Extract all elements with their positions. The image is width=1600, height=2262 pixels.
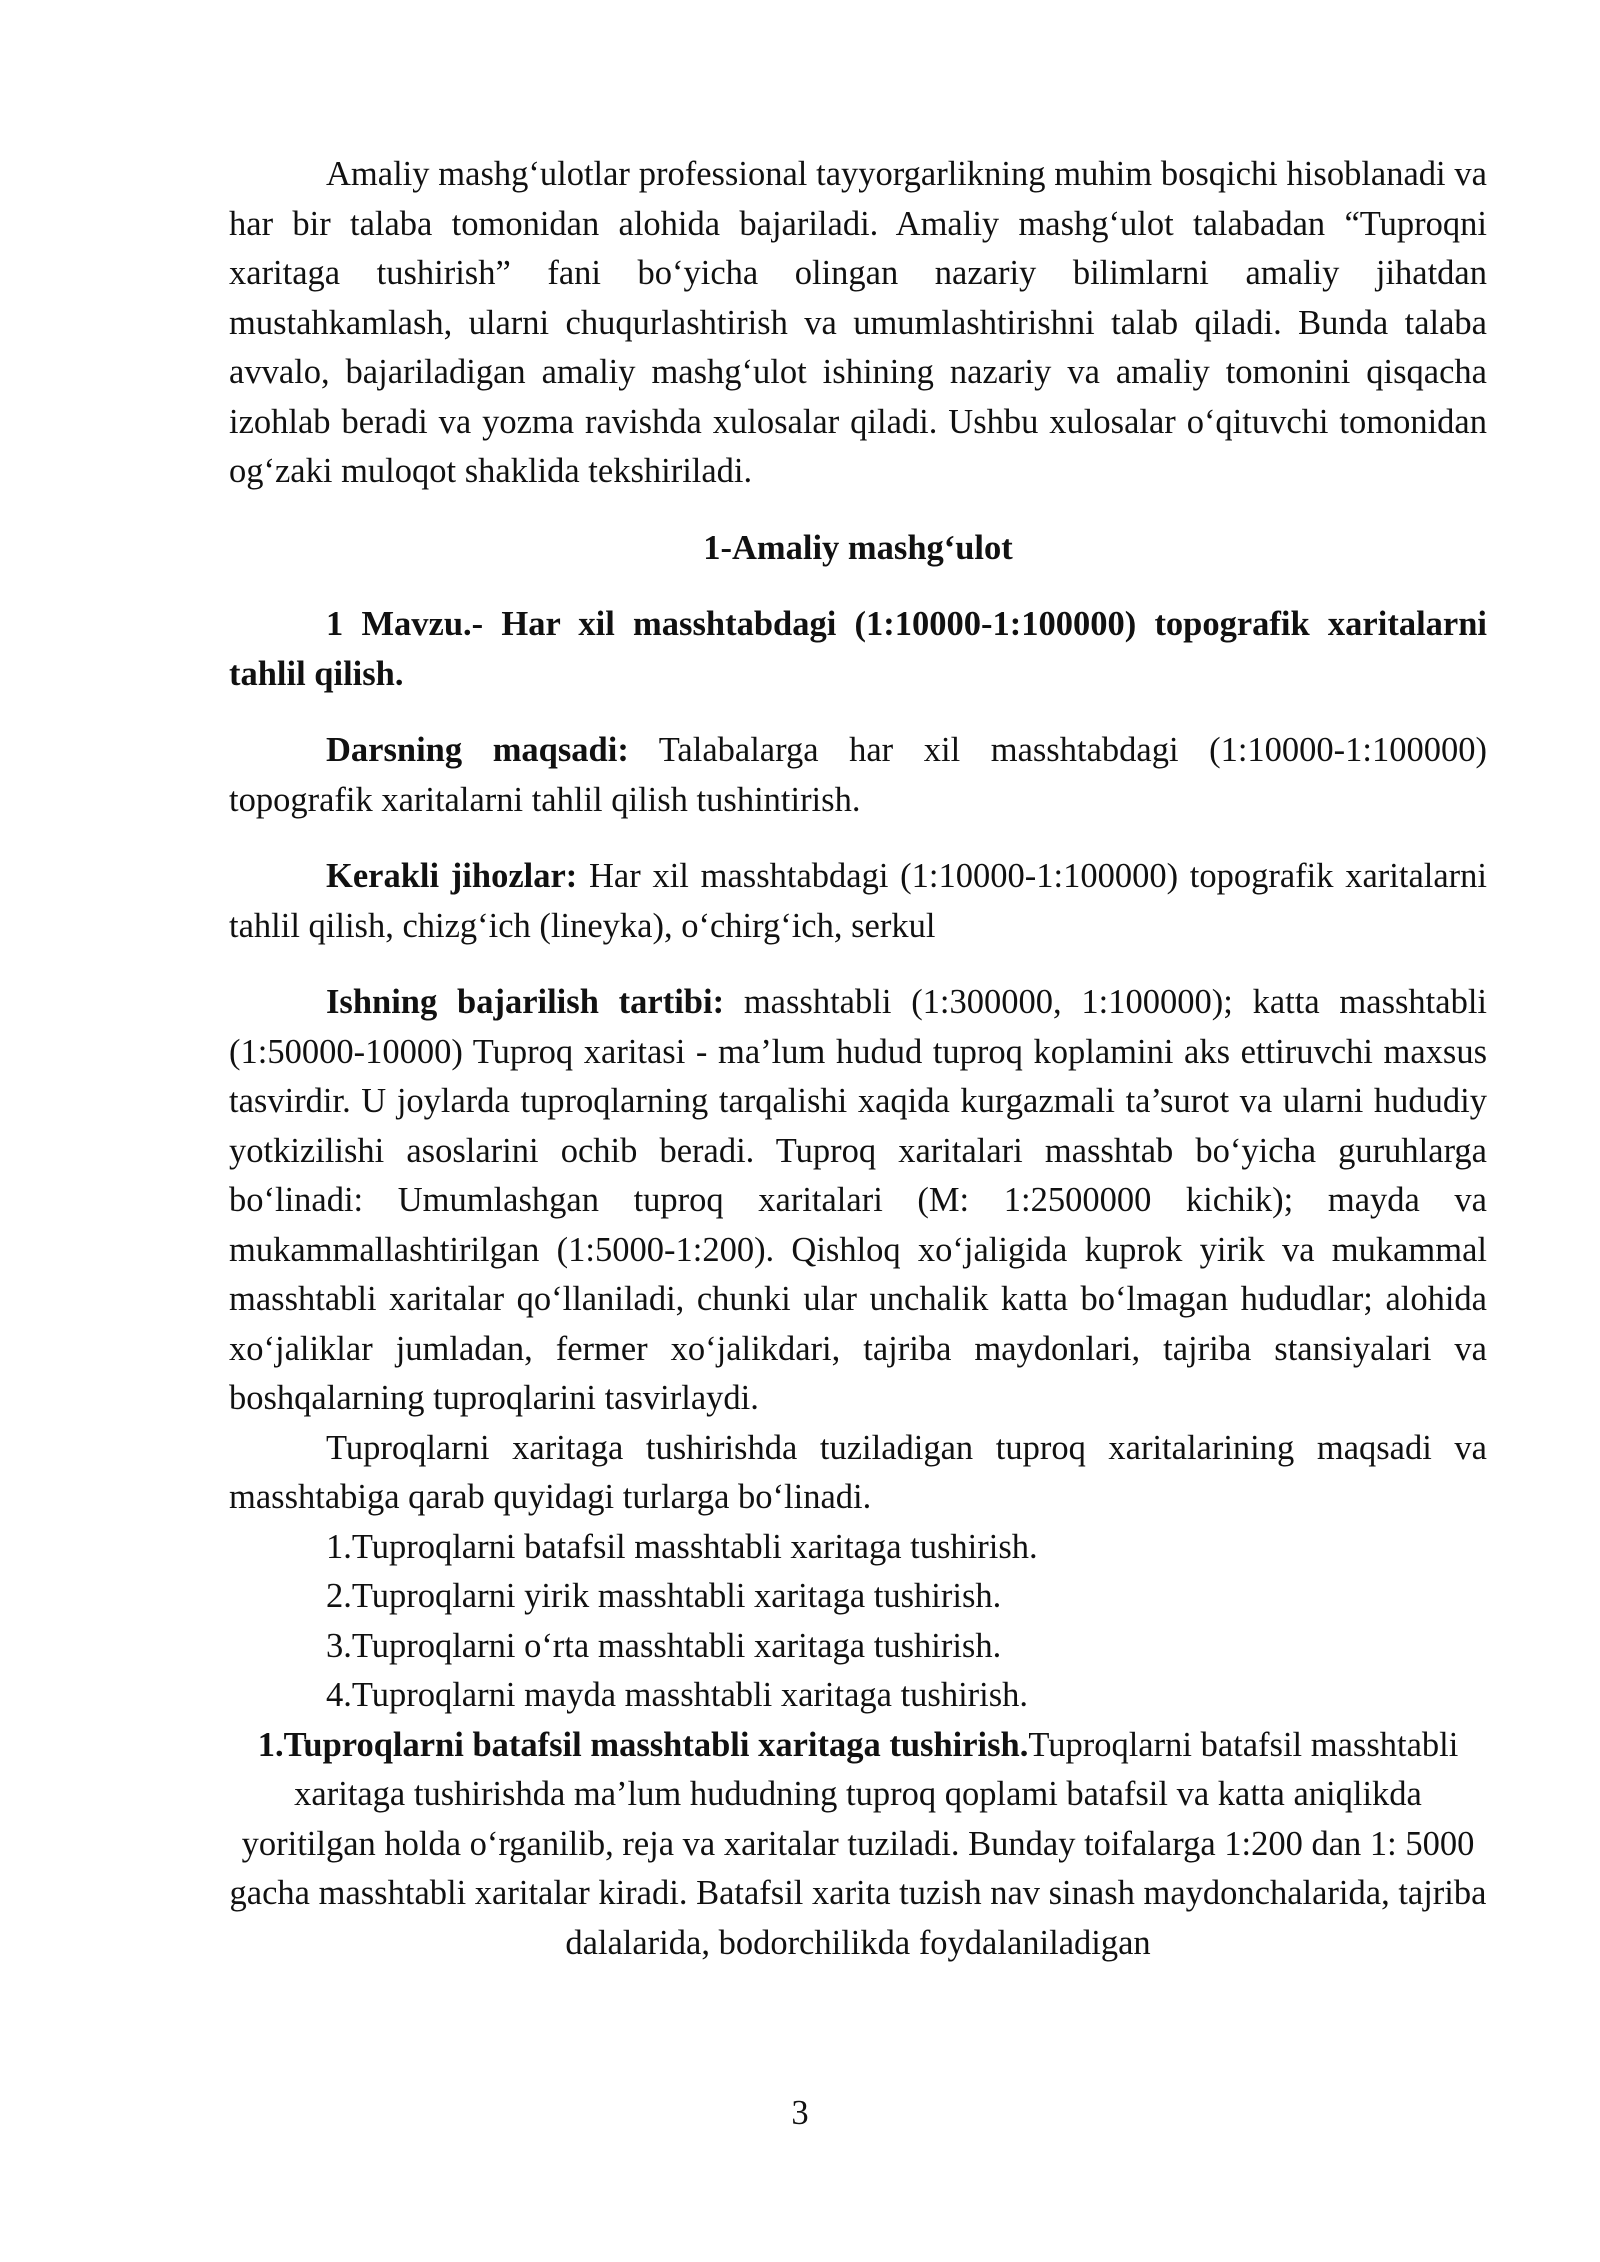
types-intro-paragraph: Tuproqlarni xaritaga tushirishda tuziladigan tuproq xaritalarining maqsadi va masshtabiga qarab quyidagi turlarga bo‘linadi.: [229, 1428, 1487, 1516]
tools-label: Kerakli jihozlar:: [326, 857, 578, 895]
detail-label: 1.Tuproqlarni batafsil masshtabli xaritaga tushirish.: [257, 1725, 1029, 1764]
procedure-text: masshtabli (1:300000, 1:100000); katta masshtabli (1:50000-10000) Tuproq xaritasi - ma’lum hudud tuproq koplamini aks ettiruvchi maxsus tasvirdir. U joylarda tuproqlarning tarqalishi xaqida kurgazmali ta’surot va ularni hududiy yotkizilishi asoslarini ochib beradi. Tuproq xaritalari masshtab bo‘yicha guruhlarga bo‘linadi: Umumlashgan tuproq xaritalari (M: 1:2500000 kichik); mayda va mukammallashtirilgan (1:5000-1:200). Qishloq xo‘jaligida kuprok yirik va mukammal masshtabli xaritalar qo‘llaniladi, chunki ular unchalik katta bo‘lmagan hududlar; alohida xo‘jaliklar jumladan, fermer xo‘jalikdari, tajriba maydonlari, tajriba stansiyalari va boshqalarning tuproqlarini tasvirlaydi.: [229, 983, 1487, 1417]
section-title: 1-Amaliy mashg‘ulot: [703, 528, 1013, 567]
topic-heading: 1 Mavzu.- Har xil masshtabdagi (1:10000-1:100000) topografik xaritalarni tahlil qilish.: [229, 605, 1487, 693]
tools-paragraph: [229, 852, 1487, 951]
list-item: 2.Tuproqlarni yirik masshtabli xaritaga tushirish.: [326, 1577, 1002, 1615]
goal-text: Talabalarga har xil masshtabdagi (1:10000-1:100000) topografik xaritalarni tahlil qilish tushintirish.: [229, 731, 1487, 819]
goal-paragraph: [229, 726, 1487, 825]
page-content: [229, 150, 1487, 1968]
intro-paragraph: Amaliy mashg‘ulotlar professional tayyorgarlikning muhim bosqichi hisoblanadi va har bir talaba tomonidan alohida bajariladi. Amaliy mashg‘ulot talabadan “Tuproqni xaritaga tushirish” fani bo‘yicha olingan nazariy bilimlarni amaliy jihatdan mustahkamlash, ularni chuqurlashtirish va umumlashtirishni talab qiladi. Bunda talaba avvalo, bajariladigan amaliy mashg‘ulot ishining nazariy va amaliy tomonini qisqacha izohlab beradi va yozma ravishda xulosalar qiladi. Ushbu xulosalar o‘qituvchi tomonidan og‘zaki muloqot shaklida tekshiriladi.: [229, 155, 1487, 490]
procedure-paragraph: [229, 978, 1487, 1424]
goal-label: Darsning maqsadi:: [326, 731, 629, 769]
list-item: 1.Tuproqlarni batafsil masshtabli xaritaga tushirish.: [326, 1527, 1038, 1566]
list-item: 3.Tuproqlarni o‘rta masshtabli xaritaga tushirish.: [326, 1626, 1002, 1665]
procedure-label: Ishning bajarilish tartibi:: [326, 983, 725, 1021]
detail-paragraph: [229, 1721, 1487, 1969]
tools-text: Har xil masshtabdagi (1:10000-1:100000) topografik xaritalarni tahlil qilish, chizg‘ich (lineyka), o‘chirg‘ich, serkul: [229, 857, 1488, 945]
page-number: 3: [791, 2094, 809, 2132]
detail-text: Tuproqlarni batafsil masshtabli xaritaga tushirishda ma’lum hududning tuproq qoplami batafsil va katta aniqlikda yoritilgan holda o‘rganilib, reja va xaritalar tuziladi. Bunday toifalarga 1:200 dan 1: 5000 gacha masshtabli xaritalar kiradi. Batafsil xarita tuzish nav sinash maydonchalarida, tajriba dalalarida, bodorchilikda foydalaniladigan: [229, 1725, 1487, 1962]
list-item: 4.Tuproqlarni mayda masshtabli xaritaga tushirish.: [326, 1676, 1029, 1714]
